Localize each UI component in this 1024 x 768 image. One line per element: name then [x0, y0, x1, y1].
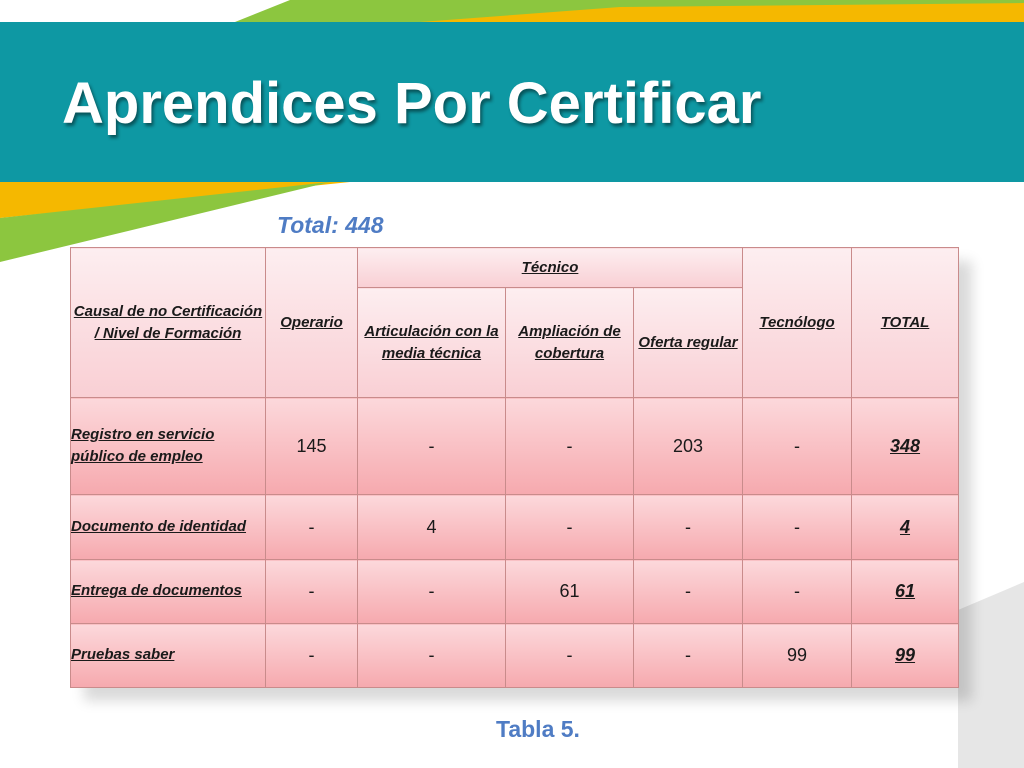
cell-total: 99 — [852, 624, 959, 688]
table-row — [71, 398, 959, 495]
row-label: Entrega de documentos — [71, 560, 266, 624]
header-tecnico: Técnico — [358, 248, 743, 288]
table-row — [71, 495, 959, 560]
table-caption: Tabla 5. — [496, 716, 580, 742]
cell-articulacion: - — [358, 624, 506, 688]
cell-articulacion: - — [358, 560, 506, 624]
cell-total: 4 — [852, 495, 959, 560]
cell-tecnologo: - — [743, 560, 852, 624]
right-grey-shadow — [958, 582, 1024, 768]
certification-table — [70, 247, 958, 687]
header-articulacion: Articulación con la media técnica — [358, 288, 506, 398]
slide-title: Aprendices Por Certificar — [62, 71, 762, 136]
row-label: Pruebas saber — [71, 624, 266, 688]
cell-operario: - — [266, 624, 358, 688]
header-oferta: Oferta regular — [634, 288, 743, 398]
cell-articulacion: 4 — [358, 495, 506, 560]
header-causal: Causal de no Certificación / Nivel de Formación — [71, 248, 266, 398]
header-tecnologo: Tecnólogo — [743, 248, 852, 398]
cell-ampliacion: 61 — [506, 560, 634, 624]
table-row — [71, 560, 959, 624]
cell-operario: - — [266, 560, 358, 624]
row-label: Documento de identidad — [71, 495, 266, 560]
cell-oferta: - — [634, 560, 743, 624]
cell-tecnologo: - — [743, 495, 852, 560]
cell-operario: 145 — [266, 398, 358, 495]
row-label: Registro en servicio público de empleo — [71, 398, 266, 495]
cell-tecnologo: - — [743, 398, 852, 495]
cell-ampliacion: - — [506, 398, 634, 495]
header-ampliacion: Ampliación de cobertura — [506, 288, 634, 398]
cell-total: 348 — [852, 398, 959, 495]
total-label: Total: 448 — [277, 212, 384, 238]
header-total: TOTAL — [852, 248, 959, 398]
cell-oferta: - — [634, 495, 743, 560]
table-row — [71, 624, 959, 688]
cell-total: 61 — [852, 560, 959, 624]
cell-operario: - — [266, 495, 358, 560]
cell-articulacion: - — [358, 398, 506, 495]
cell-oferta: - — [634, 624, 743, 688]
cell-ampliacion: - — [506, 624, 634, 688]
cell-ampliacion: - — [506, 495, 634, 560]
cell-oferta: 203 — [634, 398, 743, 495]
cell-tecnologo: 99 — [743, 624, 852, 688]
header-operario: Operario — [266, 248, 358, 398]
